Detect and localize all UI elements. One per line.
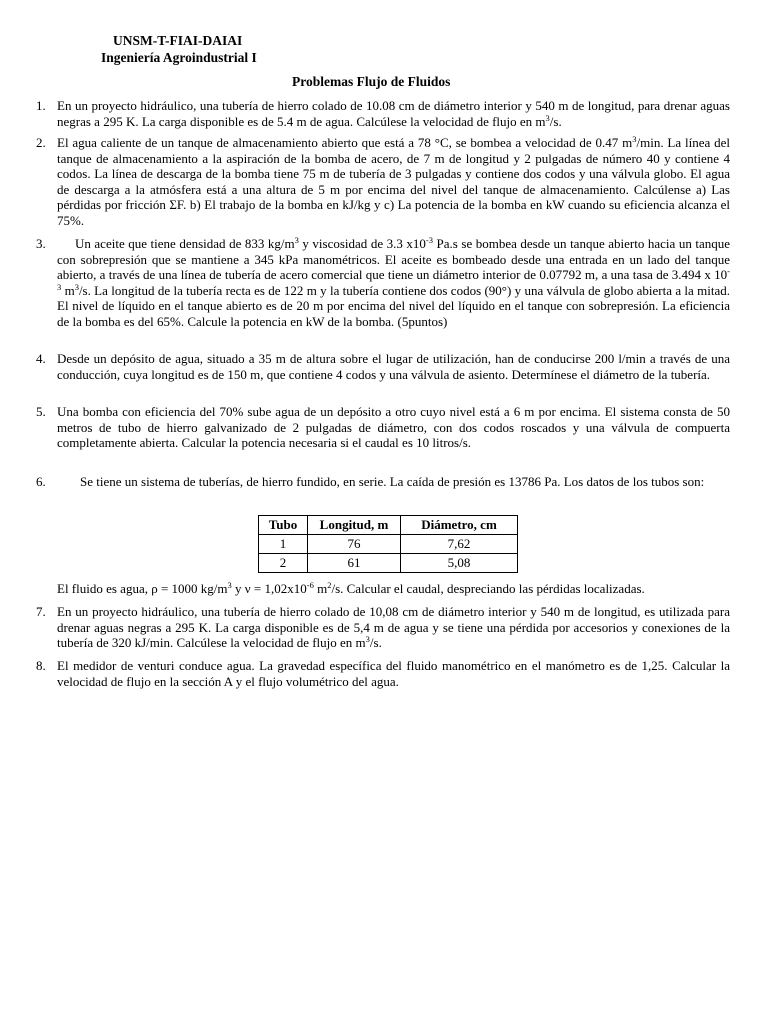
- pipe-data-table: [258, 515, 518, 573]
- problem-number: 2.: [36, 135, 46, 150]
- table-cell: 2: [259, 554, 308, 573]
- table-cell: 7,62: [401, 535, 518, 554]
- fluid-properties-text: El fluido es agua, ρ = 1000 $kg/m^3$ y $\nu = 1,02x10^{-6}$ $m^2/s$. Calcular el caudal, despreciando las pérdidas localizadas.: [57, 580, 645, 596]
- problem-number: 6.: [36, 474, 46, 489]
- problem-number: 1.: [36, 98, 46, 113]
- problem-5: [36, 404, 730, 452]
- document-title: Problemas Flujo de Fluidos: [292, 74, 451, 89]
- table-cell: 5,08: [401, 554, 518, 573]
- problem-text: El agua caliente de un tanque de almacenamiento abierto que está a 78 °C, se bombea a velocidad de 0.47 $m^3/\min$. La línea del tanque de almacenamiento a la aspiración de la bomba de acero, de 7 m de longitud y 2 pulgadas de número 40 y contiene 4 codos. La línea de descarga de la bomba tiene 75 m de tubería de 3 pulgadas y contiene dos codos y una válvula globo. El agua de descarga a la atmósfera está a una altura de 5 m por encima del nivel del tanque de almacenamiento. Calcúlense a) Las pérdidas por fricción ΣF. b) El trabajo de la bomba en kJ/kg y c) La potencia de la bomba en kW cuando su eficiencia alcanza el 75%.: [57, 134, 730, 228]
- institution-header: UNSM-T-FIAI-DAIAI: [113, 33, 243, 48]
- course-name: Ingeniería Agroindustrial I: [101, 50, 257, 65]
- problem-2: [36, 135, 730, 230]
- problem-6: [36, 474, 730, 508]
- problem-text: Desde un depósito de agua, situado a 35 m de altura sobre el lugar de utilización, han de conducirse 200 l/min a través de una conducción, cuya longitud es de 150 m, que contiene 4 codos y una válvula de asiento. Determínese el diámetro de la tubería.: [57, 351, 730, 382]
- problem-text: En un proyecto hidráulico, una tubería de hierro colado de 10.08 cm de diámetro interior y 540 m de longitud, para drenar aguas negras a 295 K. La carga disponible es de 5.4 m de agua. Calcúlese la velocidad de flujo en $m^3/s$.: [57, 98, 730, 129]
- problem-text: Una bomba con eficiencia del 70% sube agua de un depósito a otro cuyo nivel está a 6 m por encima. El sistema consta de 50 metros de tubo de hierro galvanizado de 2 pulgadas de diámetro, con dos codos roscados y una válvula de compuerta completamente abierta. Calcular la potencia necesaria si el caudal es 10 litros/s.: [57, 404, 730, 451]
- problem-text: El medidor de venturi conduce agua. La gravedad específica del fluido manométrico en el manómetro es de 1,25. Calcular la velocidad de flujo en la sección A y el flujo volumétrico del agua.: [57, 658, 730, 689]
- problem-number: 8.: [36, 658, 46, 673]
- column-header: Tubo: [259, 516, 308, 535]
- problem-text: Un aceite que tiene densidad de 833 $kg/m^3$ y viscosidad de 3.3 $x10^{-3}$ Pa.s se bombea desde un tanque abierto hacia un tanque con sobrepresión que se mantiene a 345 kPa manométricos. El aceite es bombeado desde una entrada en un lado del tanque abierto, a través de una línea de tubería de acero comercial que tiene un diámetro interior de 0.07792 m, a una tasa de 3.494 x $10^{-3}$ $m^3/s$. La longitud de la tubería recta es de 122 m y la tubería contiene dos codos (90°) y una válvula de globo abierta a la mitad. El nivel de líquido en el tanque abierto es de 20 m por encima del nivel del líquido en el tanque con sobrepresión. La eficiencia de la bomba es del 65%. Calcule la potencia en kW de la bomba. (5puntos): [57, 235, 730, 329]
- table-header-row: [259, 516, 518, 535]
- problem-number: 7.: [36, 604, 46, 619]
- problem-3: [36, 236, 730, 346]
- table-cell: 76: [308, 535, 401, 554]
- problem-7: [36, 604, 730, 652]
- problem-8: [36, 658, 730, 690]
- problem-number: 4.: [36, 351, 46, 366]
- problem-number: 3.: [36, 236, 46, 251]
- column-header: Diámetro, cm: [401, 516, 518, 535]
- problem-4: [36, 351, 730, 399]
- table-row: [259, 535, 518, 554]
- problem-1: [36, 98, 730, 130]
- problem-text: Se tiene un sistema de tuberías, de hierro fundido, en serie. La caída de presión es 13786 Pa. Los datos de los tubos son:: [80, 474, 705, 489]
- table-row: [259, 554, 518, 573]
- table-cell: 61: [308, 554, 401, 573]
- table-cell: 1: [259, 535, 308, 554]
- problem-number: 5.: [36, 404, 46, 419]
- column-header: Longitud, m: [308, 516, 401, 535]
- problem-text: En un proyecto hidráulico, una tubería de hierro colado de 10,08 cm de diámetro interior y 540 m de longitud, es utilizada para drenar aguas negras a 295 K. La carga disponible es de 5,4 m de agua y se tiene una pérdida por accesorios y conexiones de la tubería de 320 kJ/min. Calcúlese la velocidad de flujo en $m^3/s$.: [57, 604, 730, 651]
